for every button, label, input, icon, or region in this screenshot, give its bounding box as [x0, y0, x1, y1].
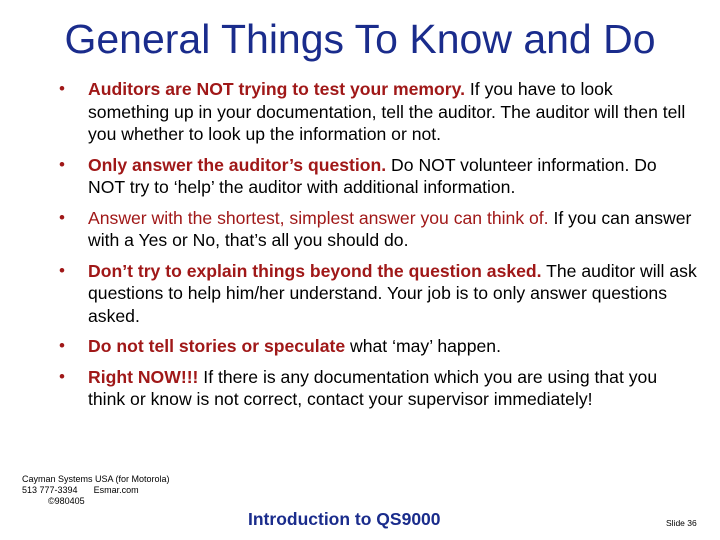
bullet-marker: • — [59, 366, 65, 386]
footer-code: ©980405 — [48, 496, 85, 506]
footer-phone: 513 777-3394 — [22, 485, 78, 495]
bullet-lead: Don’t try to explain things beyond the question asked. — [88, 260, 542, 281]
bullet-text: If you can answer with a Yes or No, that’s all you should do. — [88, 207, 692, 250]
bullet-lead: Answer with the shortest, simplest answer you can think of. — [88, 207, 549, 228]
bullet-marker: • — [59, 79, 65, 98]
bullet-text: what ‘may’ happen. — [345, 336, 501, 356]
bullet-lead: Only answer the auditor’s question. — [88, 154, 387, 175]
bullet-lead: Auditors are NOT trying to test your memory. — [88, 79, 466, 99]
bullet-marker: • — [59, 260, 65, 280]
bullet-item — [58, 78, 698, 146]
bullet-lead: Do not tell stories or speculate — [88, 336, 346, 356]
bullet-text: If there is any documentation which you are using that you think or know is not correct, contact your supervisor immediately! — [88, 366, 658, 409]
footer-contact-line — [22, 485, 170, 496]
footer-website: Esmar.com — [93, 485, 139, 495]
bullet-marker: • — [59, 154, 65, 174]
bullet-marker: • — [59, 207, 65, 227]
slide-title: General Things To Know and Do — [64, 16, 656, 62]
footer-company-info — [22, 474, 170, 507]
bullet-marker: • — [59, 336, 65, 355]
bullet-item — [58, 335, 698, 358]
footer-company-line: Cayman Systems USA (for Motorola) — [22, 474, 170, 484]
bullet-text: Do NOT volunteer information. Do NOT try to ‘help’ the auditor with additional information. — [88, 154, 657, 197]
bullet-item — [58, 366, 698, 411]
footer-presentation-title: Introduction to QS9000 — [248, 509, 441, 529]
slide-number: Slide 36 — [666, 518, 697, 528]
bullet-item — [58, 260, 698, 328]
bullet-text: If you have to look something up in your documentation, tell the auditor. The auditor will then tell you whether to look up the information or not. — [88, 79, 686, 144]
bullet-list — [58, 78, 698, 419]
bullet-item — [58, 154, 698, 199]
bullet-item — [58, 207, 698, 252]
bullet-text: The auditor will ask questions to help him/her understand. Your job is to only answer questions asked. — [88, 260, 697, 326]
bullet-lead: Right NOW!!! — [88, 366, 199, 387]
